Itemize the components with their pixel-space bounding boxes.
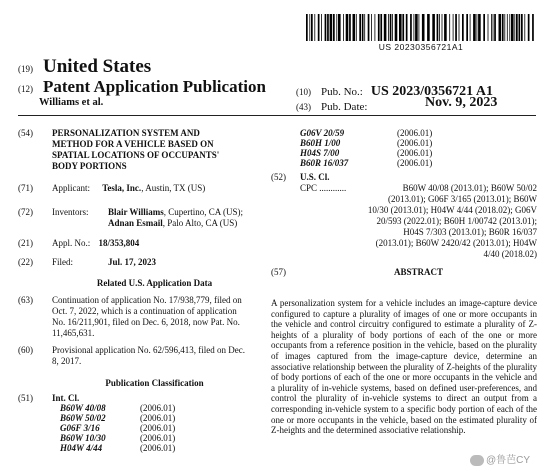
class-year: (2006.01) — [140, 403, 176, 413]
field-code: (12) — [18, 84, 33, 94]
barcode-bar — [521, 14, 523, 41]
barcode-bar — [395, 14, 398, 41]
class-code: G06V 20/59 — [300, 128, 345, 138]
barcode-bar — [364, 14, 365, 41]
barcode-bar — [325, 14, 327, 41]
barcode-bar — [502, 14, 504, 41]
barcode-bar — [306, 14, 308, 41]
invention-title — [52, 128, 219, 172]
barcode-bar — [327, 14, 329, 41]
field-code: (57) — [271, 267, 286, 277]
header-divider — [18, 115, 536, 116]
inventor-short: Williams et al. — [39, 97, 104, 108]
intcl-row — [60, 403, 175, 413]
barcode-bar — [309, 14, 310, 41]
barcode-bar — [406, 14, 408, 41]
cpc-line: 20/593 (2022.01); B60H 1/00742 (2013.01); — [376, 216, 537, 226]
intcl-row — [60, 413, 175, 423]
barcode-bar — [314, 14, 315, 41]
barcode-bar — [524, 14, 525, 41]
barcode-bar — [384, 14, 387, 41]
field-code: (52) — [271, 172, 286, 182]
barcode-bar — [462, 14, 464, 41]
related-data-heading: Related U.S. Application Data — [96, 278, 213, 288]
barcode-bar — [514, 14, 515, 41]
continuation-text — [52, 295, 242, 339]
cpc-line: (2013.01); G06F 3/165 (2013.01); B60W — [388, 194, 537, 204]
inventor-name: Blair Williams — [108, 207, 164, 217]
watermark-text: @鲁芭CY — [486, 455, 531, 466]
field-code: (63) — [18, 295, 33, 305]
barcode-bar — [321, 14, 322, 41]
barcode-bar — [343, 14, 344, 41]
pub-no: US 2023/0356721 A1 — [370, 84, 493, 99]
intcl-table — [60, 403, 175, 453]
barcode-bar — [362, 14, 364, 41]
barcode-bar — [311, 14, 313, 41]
watermark — [470, 451, 530, 466]
uscl-label: U.S. Cl. — [300, 172, 330, 182]
class-year: (2006.01) — [397, 128, 433, 138]
cpc-line: H04S 7/303 (2013.01); B60R 16/037 — [403, 227, 537, 237]
barcode-bar — [437, 14, 439, 41]
class-year: (2006.01) — [397, 158, 433, 168]
barcode-bar — [336, 14, 337, 41]
barcode-bar — [507, 14, 508, 41]
class-code: G06F 3/16 — [60, 423, 100, 433]
barcode-number: US 20230356721A1 — [378, 42, 464, 52]
barcode-bar — [470, 14, 471, 41]
intcl-row — [300, 128, 432, 138]
barcode-bar — [473, 14, 476, 41]
abstract-heading: ABSTRACT — [393, 267, 443, 277]
header-country-row — [18, 56, 151, 78]
barcode-bar — [494, 14, 496, 41]
publication-kind: Patent Application Publication — [43, 77, 266, 96]
field-code: (10) — [296, 87, 311, 97]
barcode-bar — [453, 14, 454, 41]
barcode-bar — [318, 14, 320, 41]
cpc-label: CPC ............ — [300, 183, 347, 193]
applicant-label: Applicant: — [52, 183, 90, 193]
text-line: 11,465,631. — [52, 328, 95, 338]
filed-date: Jul. 17, 2023 — [108, 257, 157, 267]
title-line: METHOD FOR A VEHICLE BASED ON — [52, 139, 214, 149]
cpc-line: 4/40 (2018.02) — [483, 249, 537, 259]
class-year: (2006.01) — [140, 413, 176, 423]
country: United States — [43, 56, 152, 77]
barcode-bar — [504, 14, 505, 41]
class-year: (2006.01) — [397, 148, 433, 158]
title-line: PERSONALIZATION SYSTEM AND — [52, 128, 200, 138]
intcl-row — [300, 148, 432, 158]
field-code: (54) — [18, 128, 33, 138]
barcode-bar — [519, 14, 521, 41]
text-line: Continuation of application No. 17/938,779, filed on — [52, 295, 242, 305]
inventor-location: , Palo Alto, CA (US) — [162, 218, 238, 228]
class-code: B60R 16/037 — [300, 158, 349, 168]
field-code: (71) — [18, 183, 33, 193]
class-code: B60W 10/30 — [60, 433, 106, 443]
inventor-name: Adnan Esmail — [108, 218, 163, 228]
barcode-bar — [368, 14, 370, 41]
inventors-label: Inventors: — [52, 207, 89, 217]
weibo-icon — [470, 455, 484, 466]
barcode-bar — [427, 14, 430, 41]
barcode-bar — [493, 14, 494, 41]
class-code: H04W 4/44 — [60, 443, 103, 453]
cpc-classifications — [342, 183, 537, 260]
class-code: B60W 40/08 — [60, 403, 106, 413]
barcode-bar — [371, 14, 372, 41]
field-code: (72) — [18, 207, 33, 217]
intcl-continued-table — [300, 128, 432, 168]
barcode-bar — [511, 14, 514, 41]
class-year: (2006.01) — [140, 423, 176, 433]
cpc-line: (2013.01); B60W 2420/42 (2013.01); H04W — [375, 238, 537, 248]
barcode-bar — [333, 14, 335, 41]
text-line: Provisional application No. 62/596,413, filed on Dec. — [52, 345, 245, 355]
barcode — [306, 14, 536, 41]
intcl-row — [300, 158, 432, 168]
class-year: (2006.01) — [140, 433, 176, 443]
intcl-row — [60, 443, 175, 453]
pub-date: Nov. 9, 2023 — [425, 95, 498, 110]
inventor-1 — [108, 207, 243, 218]
barcode-bar — [483, 14, 485, 41]
barcode-bar — [477, 14, 478, 41]
barcode-bar — [442, 14, 443, 41]
inventor-2 — [108, 218, 237, 229]
barcode-bar — [439, 14, 440, 41]
barcode-bar — [516, 14, 518, 41]
header-kind-row — [18, 77, 266, 97]
appl-no-label: Appl. No.: — [52, 238, 91, 248]
pub-class-heading: Publication Classification — [105, 378, 204, 388]
barcode-bar — [415, 14, 418, 41]
pub-date-row — [296, 97, 367, 115]
class-year: (2006.01) — [397, 138, 433, 148]
text-line: Oct. 7, 2022, which is a continuation of application — [52, 306, 237, 316]
applicant-row — [52, 183, 205, 194]
barcode-bar — [488, 14, 489, 41]
barcode-bar — [330, 14, 333, 41]
filed-label: Filed: — [52, 257, 74, 267]
class-code: B60W 50/02 — [60, 413, 106, 423]
class-code: H04S 7/00 — [300, 148, 340, 158]
barcode-bar — [380, 14, 382, 41]
field-code: (60) — [18, 345, 33, 355]
title-line: SPATIAL LOCATIONS OF OCCUPANTS' — [52, 150, 220, 160]
abstract-text: A personalization system for a vehicle includes an image-capture device configured to capture a plurality of images of one or more occupants in the vehicle and control circuitry configured to estimate a plurality of Z-heights of a plurality of body portions of each of the one or more occupants from a reference position in the vehicle, based on the plurality of images captured from the image-capture device, determine an associative relationship between the plurality of Z-heights of the plurality of body portions of each of the one or more occupants in the vehicle and a plurality of in-vehicle systems, based on defined user-preferences, and control the plurality of in-vehicle systems to direct an output from a corresponding in-vehicle system to a specific body portion of each of the one or more occupants in the vehicle, based on the estimated plurality of Z-heights and the determined associative relationship. — [271, 298, 537, 436]
field-code: (51) — [18, 393, 33, 403]
barcode-bar — [390, 14, 392, 41]
appl-no: 18/353,804 — [98, 238, 140, 248]
barcode-bar — [399, 14, 402, 41]
barcode-bar — [346, 14, 349, 41]
cpc-line: B60W 40/08 (2013.01); B60W 50/02 — [402, 183, 537, 193]
barcode-bar — [499, 14, 502, 41]
barcode-bar — [444, 14, 447, 41]
barcode-bar — [338, 14, 341, 41]
barcode-bar — [356, 14, 357, 41]
field-code: (19) — [18, 64, 33, 74]
cpc-line: 10/30 (2013.01); H04W 4/44 (2018.02); G06V — [367, 205, 537, 215]
field-code: (22) — [18, 257, 33, 267]
barcode-bar — [392, 14, 393, 41]
barcode-bar — [402, 14, 404, 41]
intcl-label: Int. Cl. — [52, 393, 80, 403]
barcode-bar — [419, 14, 420, 41]
barcode-bar — [378, 14, 380, 41]
title-line: BODY PORTIONS — [52, 161, 127, 171]
applicant-name: Tesla, Inc. — [102, 183, 142, 193]
provisional-text — [52, 345, 245, 367]
barcode-bar — [410, 14, 412, 41]
barcode-bar — [432, 14, 435, 41]
text-line: 8, 2017. — [52, 356, 82, 366]
barcode-bar — [459, 14, 460, 41]
pub-date-label: Pub. Date: — [321, 101, 368, 113]
class-code: B60H 1/00 — [300, 138, 341, 148]
barcode-bar — [449, 14, 450, 41]
barcode-bar — [422, 14, 425, 41]
inventor-location: , Cupertino, CA (US); — [163, 207, 244, 217]
field-code: (43) — [296, 102, 311, 112]
barcode-bar — [414, 14, 415, 41]
barcode-bar — [532, 14, 534, 41]
class-year: (2006.01) — [140, 443, 176, 453]
barcode-bar — [491, 14, 492, 41]
intcl-row — [60, 423, 175, 433]
barcode-bar — [509, 14, 510, 41]
barcode-bar — [466, 14, 468, 41]
barcode-bar — [528, 14, 530, 41]
barcode-bar — [349, 14, 351, 41]
appl-no-row — [52, 238, 139, 249]
barcode-bar — [359, 14, 361, 41]
barcode-bar — [353, 14, 356, 41]
field-code: (21) — [18, 238, 33, 248]
applicant-location: , Austin, TX (US) — [141, 183, 206, 193]
barcode-bar — [388, 14, 389, 41]
barcode-bar — [478, 14, 481, 41]
barcode-bar — [455, 14, 457, 41]
pub-no-label: Pub. No.: — [321, 86, 363, 98]
barcode-bar — [375, 14, 376, 41]
intcl-row — [300, 138, 432, 148]
intcl-row — [60, 433, 175, 443]
text-line: No. 16/211,901, filed on Dec. 6, 2018, now Pat. No. — [52, 317, 240, 327]
